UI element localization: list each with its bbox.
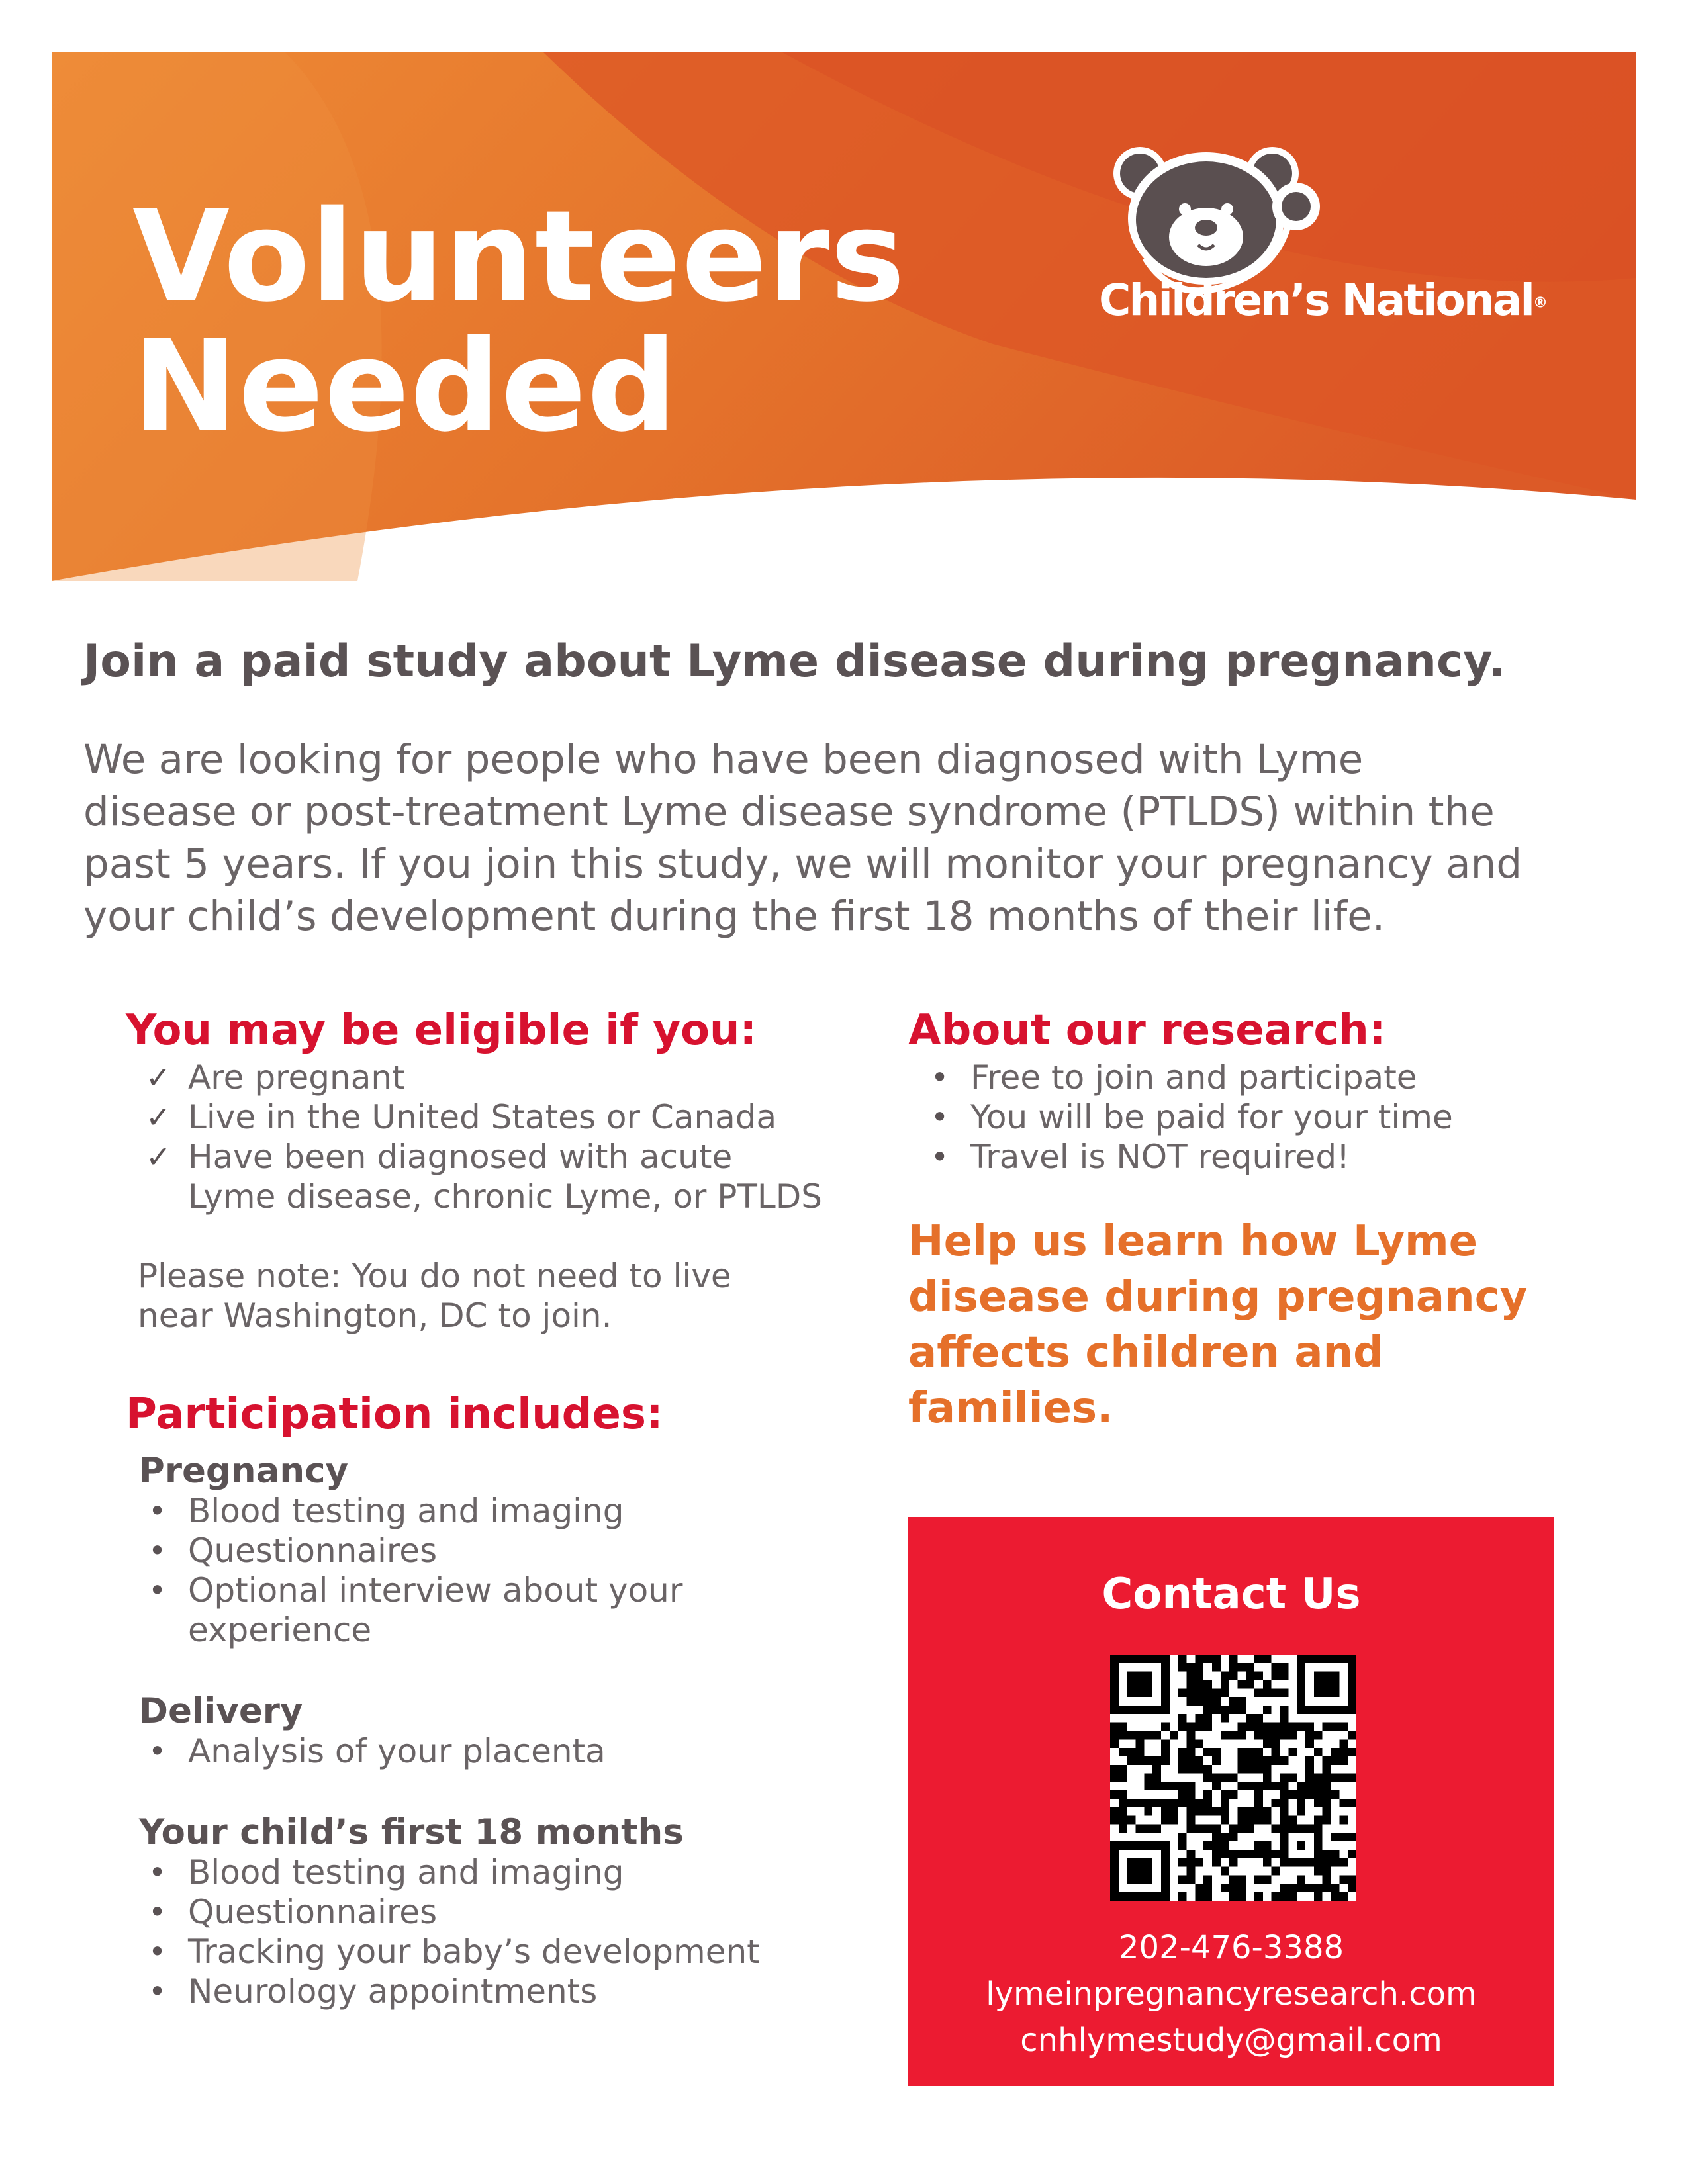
pregnancy-heading: Pregnancy — [139, 1451, 349, 1491]
brand-logo-name: Children’s National — [1099, 275, 1533, 326]
child-months-heading: Your child’s first 18 months — [139, 1812, 684, 1852]
list-item: • You will be paid for your time — [931, 1098, 1453, 1136]
list-item: • Optional interview about your experience — [148, 1571, 683, 1649]
checkmark-icon: ✓ — [146, 1099, 171, 1135]
bullet-icon: • — [148, 1854, 167, 1890]
headline-line-2: Needed — [132, 313, 678, 459]
intro-paragraph: We are looking for people who have been diagnosed with Lyme disease or post-treatment Lyme disease syndrome (PTLDS) within the past 5 years. If you join this study, we will monitor your pregnancy and your child’s development during the first 18 months of their life. — [83, 736, 1523, 940]
list-item: • Tracking your baby’s development — [148, 1933, 760, 1971]
bullet-icon: • — [148, 1533, 167, 1569]
checkmark-icon: ✓ — [146, 1139, 171, 1175]
right-column — [908, 1006, 1570, 1436]
list-item: • Free to join and participate — [931, 1058, 1417, 1097]
list-item: ✓ Live in the United States or Canada — [146, 1098, 777, 1136]
eligibility-list — [126, 1058, 854, 1216]
research-list — [908, 1058, 1570, 1177]
delivery-list — [126, 1731, 854, 1771]
bullet-icon: • — [148, 1974, 167, 2009]
location-note: Please note: You do not need to live near Washington, DC to join. — [138, 1257, 731, 1335]
list-item: • Analysis of your placenta — [148, 1732, 606, 1770]
checkmark-icon: ✓ — [146, 1060, 171, 1095]
participation-title: Participation includes: — [126, 1390, 663, 1439]
pregnancy-list — [126, 1491, 854, 1650]
contact-details — [908, 1925, 1554, 2064]
headline-line-1: Volunteers — [132, 183, 906, 330]
bullet-icon: • — [931, 1060, 949, 1095]
contact-title: Contact Us — [1102, 1570, 1361, 1619]
contact-email-link[interactable]: cnhlymestudy@gmail.com — [1020, 2022, 1442, 2059]
list-item: • Questionnaires — [148, 1893, 438, 1931]
list-item: ✓ Are pregnant — [146, 1058, 405, 1097]
child-months-list — [126, 1852, 854, 2011]
brand-logo — [1099, 275, 1556, 326]
bullet-icon: • — [148, 1894, 167, 1930]
qr-code-icon[interactable] — [1110, 1655, 1356, 1901]
list-item: • Neurology appointments — [148, 1972, 598, 2011]
contact-website-link[interactable]: lymeinpregnancyresearch.com — [986, 1976, 1477, 2013]
contact-phone[interactable]: 202-476-3388 — [1118, 1929, 1344, 1966]
list-item: • Travel is NOT required! — [931, 1138, 1350, 1176]
research-title: About our research: — [908, 1006, 1386, 1055]
eligibility-title: You may be eligible if you: — [126, 1006, 757, 1055]
bullet-icon: • — [148, 1733, 167, 1769]
list-item: ✓ Have been diagnosed with acute Lyme disease, chronic Lyme, or PTLDS — [146, 1138, 823, 1216]
list-item: • Blood testing and imaging — [148, 1492, 624, 1530]
left-column — [126, 1006, 854, 2011]
delivery-heading: Delivery — [139, 1691, 303, 1731]
bullet-icon: • — [148, 1934, 167, 1970]
registered-mark: ® — [1532, 295, 1548, 312]
bullet-icon: • — [148, 1493, 167, 1529]
bullet-icon: • — [148, 1572, 167, 1608]
list-item: • Blood testing and imaging — [148, 1853, 624, 1891]
page-title — [132, 183, 906, 459]
list-item: • Questionnaires — [148, 1531, 438, 1570]
callout-text: Help us learn how Lyme disease during pregnancy affects children and families. — [908, 1217, 1528, 1433]
contact-box — [908, 1517, 1554, 2086]
study-subtitle: Join a paid study about Lyme disease during pregnancy. — [83, 635, 1506, 688]
bullet-icon: • — [931, 1099, 949, 1135]
bullet-icon: • — [931, 1139, 949, 1175]
